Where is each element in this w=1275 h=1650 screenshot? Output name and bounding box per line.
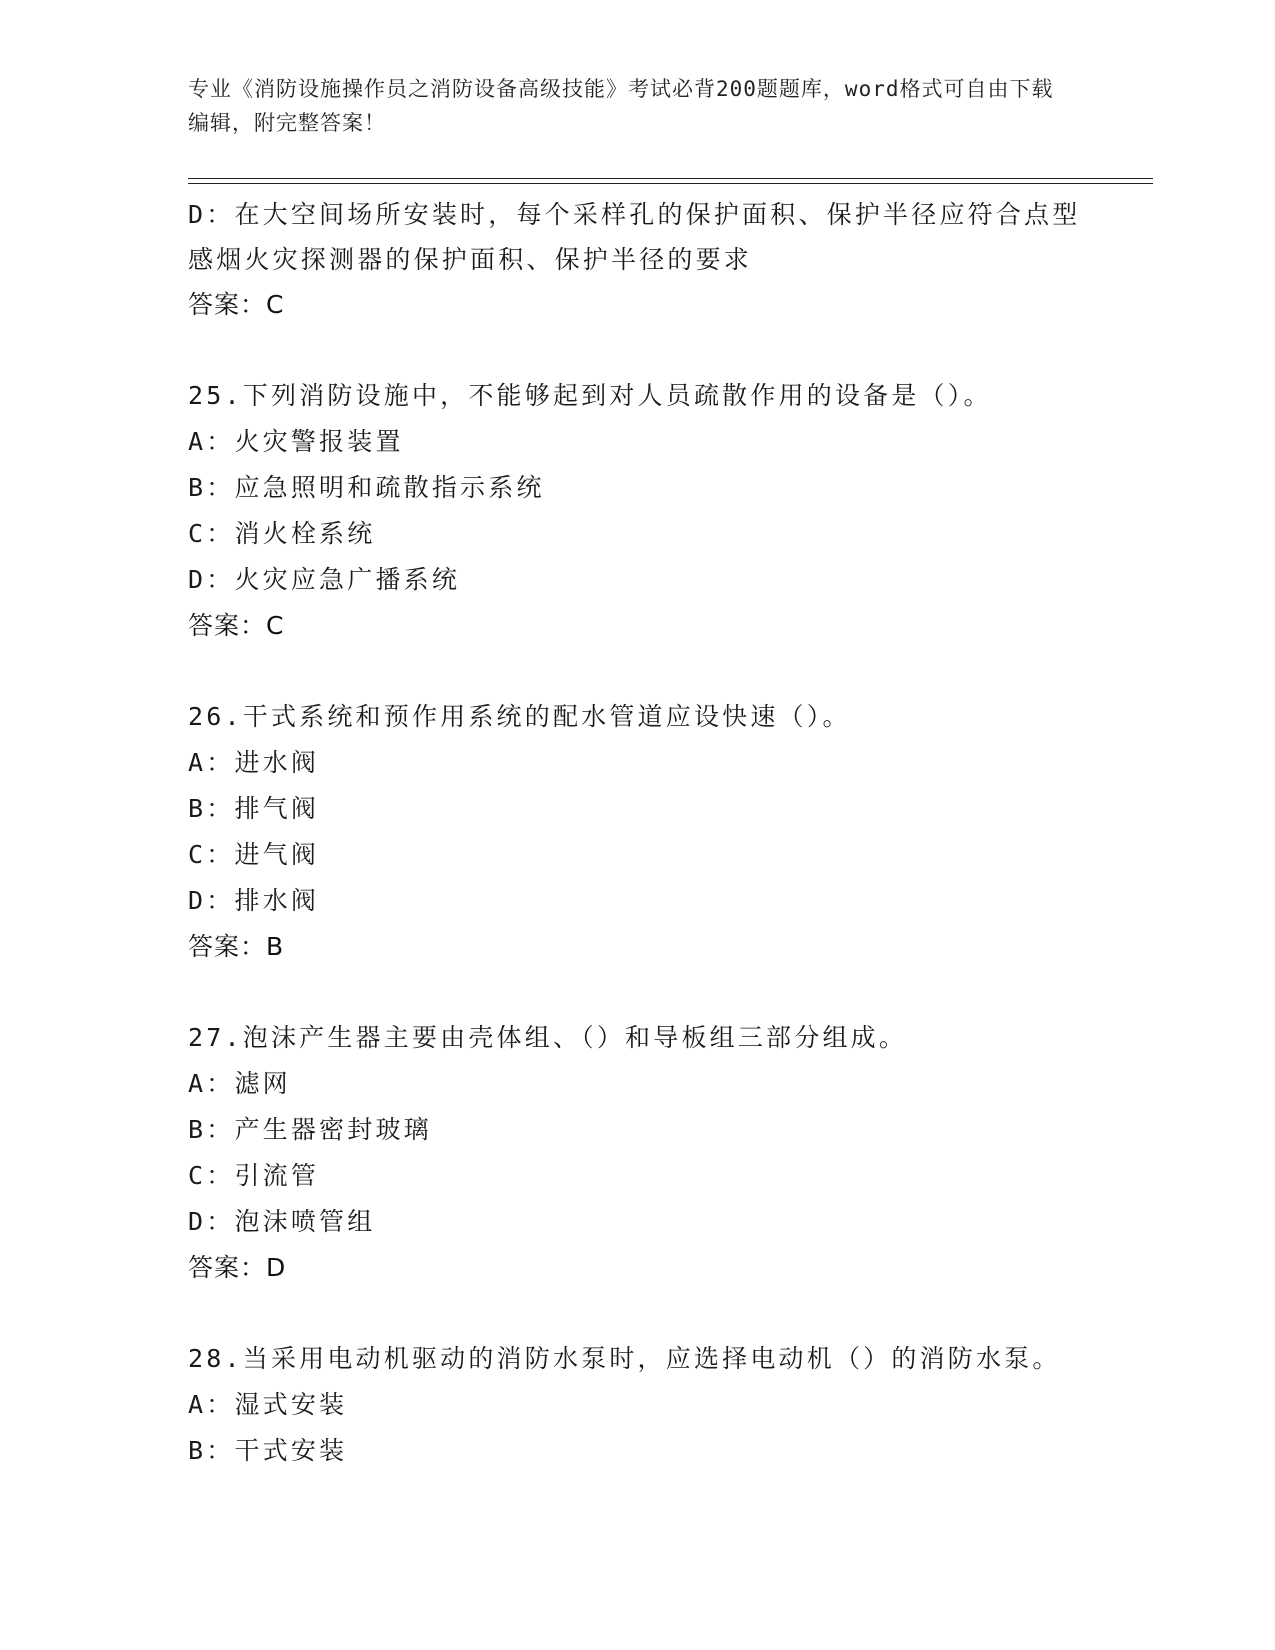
question-spacer [188, 649, 1088, 694]
question-stem: 28.当采用电动机驱动的消防水泵时，应选择电动机（）的消防水泵。 [188, 1344, 1061, 1373]
option-d: D：火灾应急广播系统 [188, 565, 461, 594]
answer-line: 答案：D [188, 1253, 287, 1282]
option-c: C：进气阀 [188, 840, 320, 869]
option-b: B：排气阀 [188, 794, 320, 823]
answer-line: 答案：C [188, 290, 285, 319]
header-rule-bottom [188, 183, 1153, 184]
option-d: D：在大空间场所安装时，每个采样孔的保护面积、保护半径应符合点型感烟火灾探测器的保护面积、保护半径的要求 [188, 200, 1081, 274]
option-c: C：引流管 [188, 1161, 320, 1190]
question-25 [188, 373, 1088, 649]
option-b: B：干式安装 [188, 1436, 348, 1465]
question-spacer [188, 970, 1088, 1015]
header-rule-top [188, 178, 1153, 179]
question-spacer [188, 1291, 1088, 1336]
question-stem: 27.泡沫产生器主要由壳体组、（）和导板组三部分组成。 [188, 1023, 908, 1052]
option-a: A：进水阀 [188, 748, 320, 777]
option-b: B：产生器密封玻璃 [188, 1115, 432, 1144]
answer-line: 答案：B [188, 932, 285, 961]
question-26 [188, 694, 1088, 970]
option-d: D：泡沫喷管组 [188, 1207, 376, 1236]
option-d: D：排水阀 [188, 886, 320, 915]
question-content [188, 192, 1088, 1474]
document-header-title: 专业《消防设施操作员之消防设备高级技能》考试必背200题题库，word格式可自由下载编辑，附完整答案！ [188, 77, 1054, 135]
answer-line: 答案：C [188, 611, 285, 640]
option-b: B：应急照明和疏散指示系统 [188, 473, 545, 502]
question-spacer [188, 328, 1088, 373]
question-stem: 25.下列消防设施中，不能够起到对人员疏散作用的设备是（）。 [188, 381, 992, 410]
option-a: A：滤网 [188, 1069, 291, 1098]
option-a: A：火灾警报装置 [188, 427, 404, 456]
question-stem: 26.干式系统和预作用系统的配水管道应设快速（）。 [188, 702, 851, 731]
question-24-tail [188, 192, 1088, 328]
question-27 [188, 1015, 1088, 1291]
option-c: C：消火栓系统 [188, 519, 376, 548]
question-28 [188, 1336, 1088, 1474]
option-a: A：湿式安装 [188, 1390, 348, 1419]
